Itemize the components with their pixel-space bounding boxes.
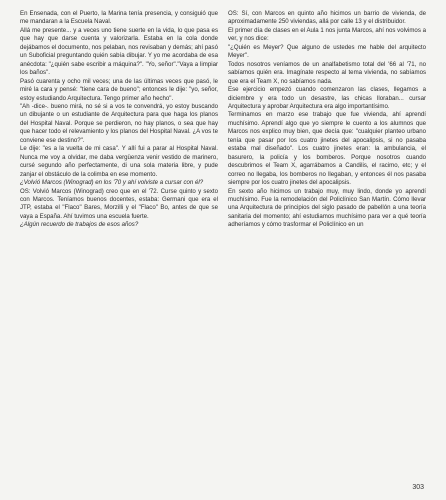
paragraph: Allá me presente... y a veces uno tiene suerte en la vida, lo que pasa es que hay que darse cuenta y valorizarla. Estaba en la cola donde dejábamos el documento, nos pelaban, nos revisaban y demás; ahí pasó un Suboficial preguntando quién sabía dibujar. Y yo me acordaba de esa anécdota: "¿quién sabe escribir a máquina?". "Yo, señor"."Vaya a limpiar los baños". (20, 26, 218, 77)
interview-question: ¿Volvió Marcos (Winograd) en los '70 y ahí volviste a cursar con él? (20, 179, 204, 187)
left-text-column (20, 10, 218, 230)
paragraph: OS: Volvió Marcos (Winograd) creo que en el '72. Curse quinto y sexto con Marcos. Teníamos buenos docentes, estaba: Germani que era el JTP, estaba el "Flaco" Bares, Morzilli y el "Flaco" Bo, antes de que se vaya a España. Ahí tuvimos una escuela fuerte. (20, 187, 218, 220)
paragraph: Le dije: "es a la vuelta de mi casa". Y allí fui a parar al Hospital Naval. Nunca me voy a olvidar, me daba vergüenza venir vestido de marinero, cursé segundo año perfectamente, di una sola materia libre, y pude zanjar el obstáculo de la colimba en ese momento. (20, 145, 218, 178)
paragraph: En Ensenada, con el Puerto, la Marina tenía presencia, y consiguió que me mandaran a la Escuela Naval. (20, 10, 218, 26)
interview-question: ¿Algún recuerdo de trabajos de esos años? (20, 221, 139, 229)
right-text-column (228, 10, 426, 230)
paragraph: Ese ejercicio empezó cuando comenzaron las clases, llegamos a diciembre y era todo un desastre, las chicas lloraban... cursar Arquitectura y aprobar Arquitectura era algo importantísimo. (228, 86, 426, 110)
paragraph: Todos nosotros veníamos de un analfabetismo total del '66 al '71, no sabíamos quién era. Imagínate respecto al tema vivienda, no sabíamos que era el Team X, no sabíamos nada. (228, 60, 426, 85)
paragraph: Terminamos en marzo ese trabajo que fue vivienda, ahí aprendí muchísimo. Aprendí algo que yo siempre le cuento a los alumnos que Marcos nos explico muy bien, que decía que: "cualquier planteo urbano tenía que pasar por los cuatro jinetes del apocalipsis, si no pasaba estaba mal diseñado". Los cuatro jinetes eran: la ambulancia, el basurero, la policía y los bomberos. Porque nosotros cuando descubrimos el Team X, agarrábamos a Candilis, el racimo, etc; y el correo no llegaba, los bomberos no llegaban, y entonces él nos pasaba siempre por los cuatro jinetes del apocalipsis. (228, 111, 426, 187)
page-number: 303 (412, 484, 424, 491)
paragraph: En sexto año hicimos un trabajo muy, muy lindo, donde yo aprendí muchísimo. Fue la remodelación del Policlínico San Martín. Cómo llevar una Arquitectura de principios del siglo pasado de pabellón a una teoría sanitaria del momento; ahí estudiamos muchísimo para ver a qué teoría adheríamos y cómo trasformar el Policlínico en un (228, 187, 426, 229)
paragraph: "¿Quién es Meyer? Que alguno de ustedes me hable del arquitecto Meyer". (228, 43, 426, 60)
paragraph: "Ah -dice-. bueno mirá, no sé si a vos te convendrá, yo estoy buscando un dibujante o un estudiante de Arquitectura para que haga los planos del Hospital Naval. Porque se perdieron, no hay planos, o sea que hay que hacer todo el relevamiento y los planos del Hospital Naval. ¿A vos te conviene ese destino?". (20, 102, 218, 144)
paragraph: Pasó cuarenta y ocho mil veces; una de las últimas veces que pasó, le miré la cara y pensé: "tiene cara de bueno"; entonces le dije: "yo, señor, estoy estudiando Arquitectura. Tengo primer año hecho". (20, 77, 218, 102)
paragraph: OS: Sí, con Marcos en quinto año hicimos un barrio de vivienda, de aproximadamente 250 viviendas, allá por calle 13 y el distribuidor. (228, 10, 426, 26)
paragraph: El primer día de clases en el Aula 1 nos junta Marcos, ahí nos volvimos a ver, y nos dice: (228, 26, 426, 43)
